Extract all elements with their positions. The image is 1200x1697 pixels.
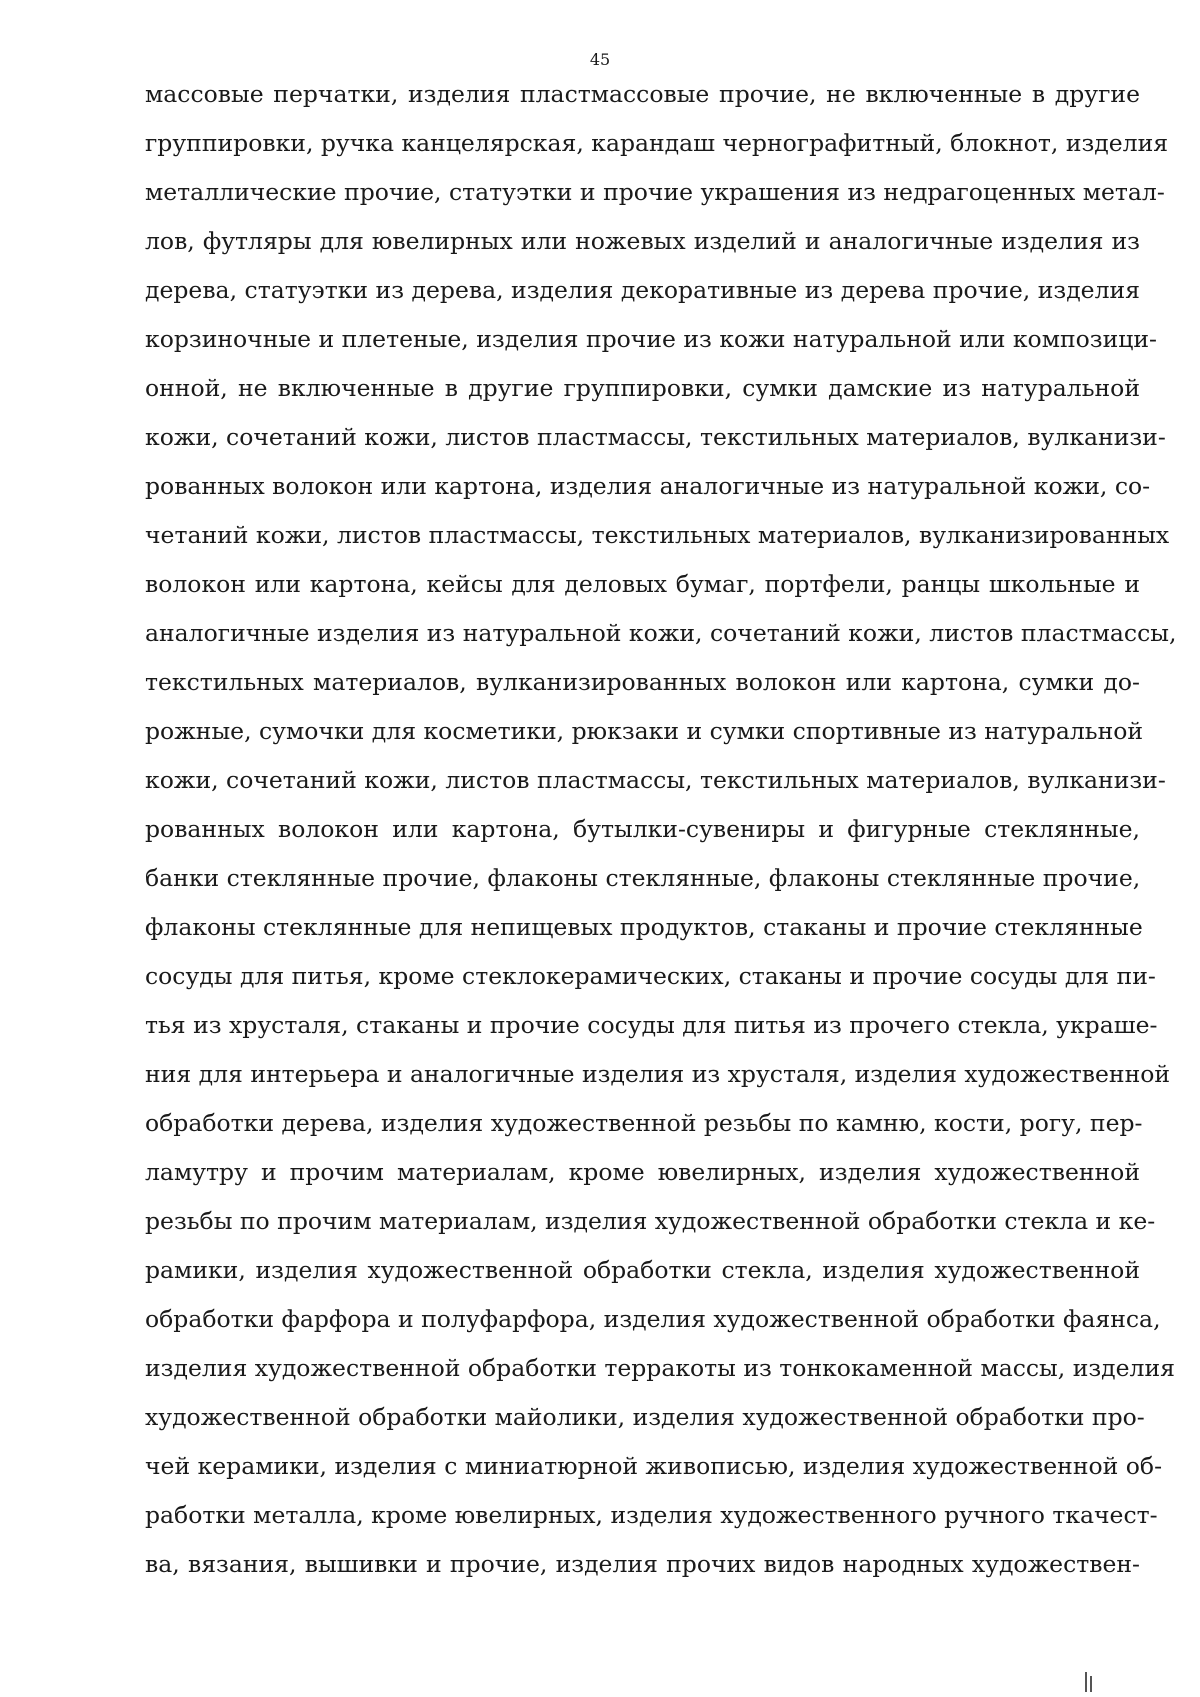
page-number: 45 <box>589 50 611 69</box>
text-line: группировки, ручка канцелярская, карандаш чернографитный, блокнот, изделия <box>145 129 1169 157</box>
text-line: ламутру и прочим материалам, кроме ювелирных, изделия художественной <box>145 1158 1140 1186</box>
text-line: ва, вязания, вышивки и прочие, изделия прочих видов народных художествен- <box>145 1550 1140 1578</box>
text-line: сосуды для питья, кроме стеклокерамических, стаканы и прочие сосуды для пи- <box>145 962 1156 990</box>
text-line: работки металла, кроме ювелирных, изделия художественного ручного ткачест- <box>145 1501 1158 1529</box>
scan-artifact-mark <box>1085 1672 1087 1692</box>
text-line: резьбы по прочим материалам, изделия художественной обработки стекла и ке- <box>145 1207 1156 1235</box>
text-line: банки стеклянные прочие, флаконы стеклянные, флаконы стеклянные прочие, <box>145 864 1141 892</box>
text-line: обработки фарфора и полуфарфора, изделия художественной обработки фаянса, <box>145 1305 1161 1333</box>
text-line: корзиночные и плетеные, изделия прочие из кожи натуральной или композици- <box>145 325 1157 353</box>
text-line: чей керамики, изделия с миниатюрной живописью, изделия художественной об- <box>145 1452 1163 1480</box>
text-line: дерева, статуэтки из дерева, изделия декоративные из дерева прочие, изделия <box>145 276 1140 304</box>
text-line: изделия художественной обработки терракоты из тонкокаменной массы, изделия <box>145 1354 1175 1382</box>
text-line: массовые перчатки, изделия пластмассовые прочие, не включенные в другие <box>145 80 1140 108</box>
text-line: тья из хрусталя, стаканы и прочие сосуды для питья из прочего стекла, украше- <box>145 1011 1158 1039</box>
body-text <box>145 70 1177 1589</box>
text-line: ния для интерьера и аналогичные изделия из хрусталя, изделия художественной <box>145 1060 1171 1088</box>
text-line: четаний кожи, листов пластмассы, текстильных материалов, вулканизированных <box>145 521 1170 549</box>
text-line: аналогичные изделия из натуральной кожи, сочетаний кожи, листов пластмассы, <box>145 619 1177 647</box>
text-line: рованных волокон или картона, изделия аналогичные из натуральной кожи, со- <box>145 472 1151 500</box>
text-line: онной, не включенные в другие группировки, сумки дамские из натуральной <box>145 374 1140 402</box>
text-line: кожи, сочетаний кожи, листов пластмассы, текстильных материалов, вулканизи- <box>145 766 1166 794</box>
text-line: текстильных материалов, вулканизированных волокон или картона, сумки до- <box>145 668 1140 696</box>
text-line: обработки дерева, изделия художественной резьбы по камню, кости, рогу, пер- <box>145 1109 1143 1137</box>
text-line: волокон или картона, кейсы для деловых бумаг, портфели, ранцы школьные и <box>145 570 1140 598</box>
text-line: лов, футляры для ювелирных или ножевых изделий и аналогичные изделия из <box>145 227 1140 255</box>
text-line: металлические прочие, статуэтки и прочие украшения из недрагоценных метал- <box>145 178 1165 206</box>
text-line: кожи, сочетаний кожи, листов пластмассы, текстильных материалов, вулканизи- <box>145 423 1166 451</box>
text-line: рованных волокон или картона, бутылки-сувениры и фигурные стеклянные, <box>145 815 1140 843</box>
text-line: рожные, сумочки для косметики, рюкзаки и сумки спортивные из натуральной <box>145 717 1144 745</box>
text-line: флаконы стеклянные для непищевых продуктов, стаканы и прочие стеклянные <box>145 913 1143 941</box>
scan-artifact-mark <box>1090 1676 1092 1692</box>
text-line: художественной обработки майолики, изделия художественной обработки про- <box>145 1403 1145 1431</box>
text-line: рамики, изделия художественной обработки стекла, изделия художественной <box>145 1256 1140 1284</box>
